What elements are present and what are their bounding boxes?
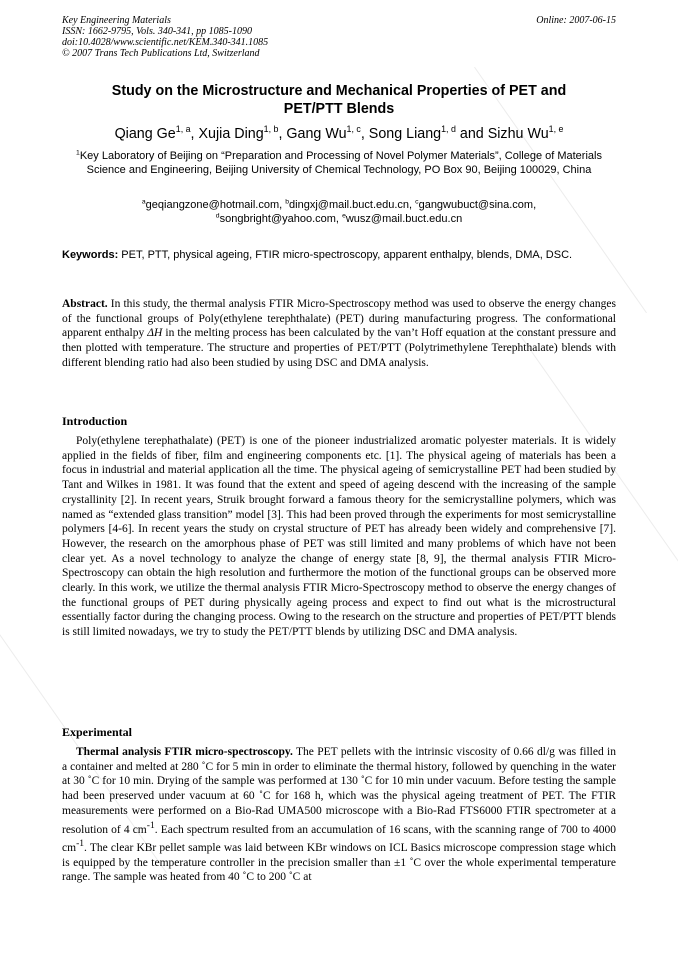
email-address[interactable]: songbright@yahoo.com, bbox=[219, 213, 343, 225]
email-mark: e bbox=[342, 212, 346, 220]
abstract-text: In this study, the thermal analysis FTIR Micro-Spectroscopy method was used to observe the energy changes of the functional groups of Poly(ethylene terephthalate) (PET) during manufacturing progress. The conformational apparent enthalpy bbox=[62, 298, 616, 340]
email-address[interactable]: wusz@mail.buct.edu.cn bbox=[345, 213, 463, 225]
journal-doi: doi:10.4028/www.scientific.net/KEM.340-341.1085 bbox=[62, 37, 269, 48]
author-affiliation-mark: 1, c bbox=[346, 124, 361, 135]
journal-issn: ISSN: 1662-9795, Vols. 340-341, pp 1085-1090 bbox=[62, 26, 252, 37]
journal-copyright: © 2007 Trans Tech Publications Ltd, Switzerland bbox=[62, 48, 260, 59]
experimental-paragraph bbox=[62, 745, 616, 885]
abstract-label: Abstract. bbox=[62, 298, 108, 310]
author-separator: , bbox=[278, 126, 287, 142]
keywords-label: Keywords: bbox=[62, 249, 119, 261]
email-address[interactable]: gangwubuct@sina.com, bbox=[418, 199, 537, 211]
affiliation bbox=[62, 149, 616, 177]
email-address[interactable]: dingxj@mail.buct.edu.cn, bbox=[289, 199, 416, 211]
author-affiliation-mark: 1, b bbox=[263, 124, 279, 135]
email-mark: d bbox=[215, 212, 220, 220]
author-name: Gang Wu bbox=[286, 126, 347, 142]
introduction-paragraph: Poly(ethylene terephathalate) (PET) is one of the pioneer industrialized aromatic polyester materials. It is widely applied in the fields of fiber, film and engineering components etc. [1]. The physical ageing of materials has been a focus in industrial and material application all the time. The physical ageing of semicrystalline PET had been studied by Tant and Wilkes in 1981. It was found that the extent and speed of ageing descend with the increasing of the sample crystallinity [2]. In recent years, Struik brought forward a famous theory for the semicrystalline polymers, which was named as “extended glass transition” model [3]. This had been proved through the experiments for most semicrystalline polymers [4-6]. In recent years the study on crystal structure of PET has already been widely and comprehensive [7]. However, the research on the amorphous phase of PET was still limited and many problems of which have not been clear yet. As a novel technology to analyze the change of energy state [8, 9], the thermal analysis FTIR Micro-Spectroscopy can obtain the high resolution and furthermore the motion of the functional groups can be observed more clearly. In this work, we utilize the thermal analysis FTIR Micro-Spectroscopy method to observe the energy changes of the functional groups of PET during physically ageing process and expect to find out what is the microstructural essentially factor during the changing process. Owing to the research on the structure and properties of PET/PTT blends is still limited nowadays, we try to study the PET/PTT blends by utilizing DSC and DMA analysis. bbox=[62, 435, 616, 639]
unit-exponent: -1 bbox=[146, 819, 155, 831]
author-name: Song Liang bbox=[368, 126, 442, 142]
affiliation-text: Key Laboratory of Beijing on “Preparation and Processing of Novel Polymer Materials”, College of Materials Science and Engineering, Beijing University of Chemical Technology, PO Box 90, Beijing 100029, China bbox=[79, 150, 602, 176]
author-name: Qiang Ge bbox=[114, 126, 176, 142]
keywords-text: PET, PTT, physical ageing, FTIR micro-spectroscopy, apparent enthalpy, blends, DMA, DSC. bbox=[118, 249, 573, 261]
section-heading-experimental: Experimental bbox=[62, 725, 132, 739]
journal-header bbox=[62, 15, 616, 59]
paper-title bbox=[62, 82, 616, 118]
author-name: Sizhu Wu bbox=[487, 126, 549, 142]
author-affiliation-mark: 1, d bbox=[441, 124, 456, 135]
affiliation-mark: 1 bbox=[76, 149, 80, 157]
keywords bbox=[62, 248, 616, 262]
author-affiliation-mark: 1, a bbox=[175, 124, 191, 135]
experimental-text: . Each spectrum resulted from an accumulation of 16 scans, with the scanning range of 700 to 4000 cm bbox=[62, 823, 617, 854]
author-affiliation-mark: 1, e bbox=[548, 124, 564, 135]
abstract bbox=[62, 297, 616, 371]
author-name: Xujia Ding bbox=[198, 126, 264, 142]
author-separator: , bbox=[190, 126, 199, 142]
unit-exponent: -1 bbox=[76, 838, 85, 850]
online-date: Online: 2007-06-15 bbox=[536, 15, 616, 26]
email-mark: b bbox=[285, 198, 290, 206]
paper-title-line: Study on the Microstructure and Mechanical Properties of PET and bbox=[111, 83, 567, 99]
author-list bbox=[62, 124, 616, 144]
email-mark: c bbox=[415, 198, 419, 206]
journal-name: Key Engineering Materials bbox=[62, 15, 171, 26]
section-heading-introduction: Introduction bbox=[62, 414, 128, 428]
experimental-text: . The clear KBr pellet sample was laid between KBr windows on ICL Basics microscope compression stage which is equipped by the temperature controller in the precision smaller than ±1 ˚C over the whole experimental temperature range. The sample was heated from 40 ˚C to 200 ˚C at bbox=[62, 841, 616, 884]
email-list bbox=[62, 198, 616, 226]
paper-title-line: PET/PTT Blends bbox=[283, 101, 395, 117]
author-separator: and bbox=[455, 126, 488, 142]
email-address[interactable]: geqiangzone@hotmail.com, bbox=[145, 199, 286, 211]
email-mark: a bbox=[141, 198, 146, 206]
abstract-text: in the melting process has been calculated by the van’t Hoff equation at the constant pressure and then plotted with temperature. The structure and properties of PET/PTT (Polytrimethylene Terephthalate) blends with different blending ratio had also been studied by using DSC and DMA analysis. bbox=[62, 327, 617, 369]
experimental-subheading: Thermal analysis FTIR micro-spectroscopy. bbox=[76, 746, 293, 758]
author-separator: , bbox=[360, 126, 369, 142]
experimental-text: The PET pellets with the intrinsic viscosity of 0.66 dl/g was filled in a container and melted at 280 ˚C for 5 min in order to eliminate the thermal history, followed by quenching in the water at 30 ˚C for 10 min. Drying of the sample was performed at 130 ˚C for 10 min under vacuum. Before testing the sample had been preserved under vacuum at 60 ˚C for 168 h, which was the physical ageing treatment of PET. The FTIR measurements were performed on a Bio-Rad UMA500 microscope with a Bio-Rad FTS6000 FTIR spectrometer at a resolution of 4 cm bbox=[62, 746, 616, 836]
abstract-symbol: ΔH bbox=[147, 327, 163, 340]
